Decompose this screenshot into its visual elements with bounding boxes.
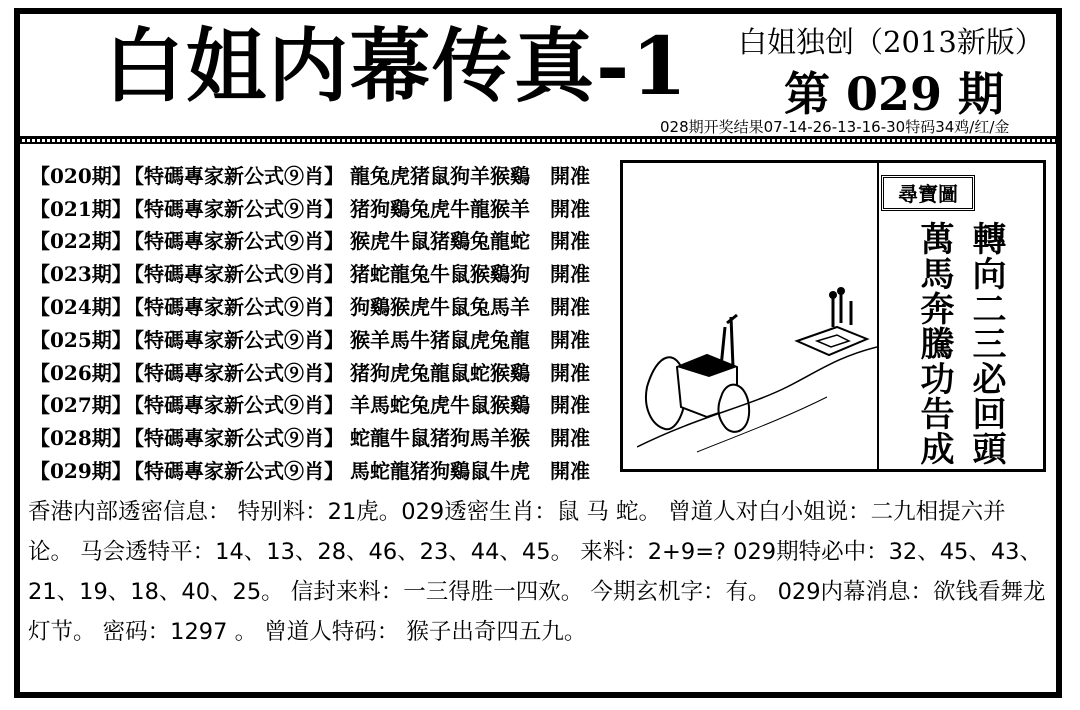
treasure-map-panel xyxy=(620,160,1046,472)
row-formula: 【特碼專家新公式⑨肖】 xyxy=(124,459,344,484)
prediction-row xyxy=(30,158,610,191)
prediction-row xyxy=(30,256,610,289)
row-period: 【023期】 xyxy=(30,262,132,287)
row-zodiac-list: 猪蛇龍兔牛鼠猴鷄狗 xyxy=(350,262,530,287)
row-period: 【022期】 xyxy=(30,229,132,254)
row-formula: 【特碼專家新公式⑨肖】 xyxy=(124,426,344,451)
row-status: 開准 xyxy=(550,262,590,287)
row-zodiac-list: 猴虎牛鼠猪鷄兔龍蛇 xyxy=(350,229,530,254)
row-zodiac-list: 馬蛇龍猪狗鷄鼠牛虎 xyxy=(350,459,530,484)
row-formula: 【特碼專家新公式⑨肖】 xyxy=(124,393,344,418)
row-formula: 【特碼專家新公式⑨肖】 xyxy=(124,360,344,385)
riddle-line-1: 轉向二三必回頭 xyxy=(966,221,1006,466)
prediction-row xyxy=(30,355,610,388)
row-status: 開准 xyxy=(550,327,590,352)
row-zodiac-list: 羊馬蛇兔虎牛鼠猴鷄 xyxy=(350,393,530,418)
row-status: 開准 xyxy=(550,196,590,221)
row-formula: 【特碼專家新公式⑨肖】 xyxy=(124,327,344,352)
row-formula: 【特碼專家新公式⑨肖】 xyxy=(124,229,344,254)
row-status: 開准 xyxy=(550,393,590,418)
prediction-row xyxy=(30,420,610,453)
prediction-table xyxy=(30,158,610,486)
row-status: 開准 xyxy=(550,163,590,188)
prediction-row xyxy=(30,289,610,322)
page-title: 白姐内幕传真-1 xyxy=(104,19,689,113)
row-period: 【024期】 xyxy=(30,295,132,320)
edition-label: 白姐独创（2013新版） xyxy=(738,25,1044,59)
row-formula: 【特碼專家新公式⑨肖】 xyxy=(124,295,344,320)
row-period: 【025期】 xyxy=(30,327,132,352)
row-period: 【028期】 xyxy=(30,426,132,451)
row-status: 開准 xyxy=(550,360,590,385)
row-status: 開准 xyxy=(550,459,590,484)
treasure-map-badge: 尋寶圖 xyxy=(881,175,975,211)
prediction-row xyxy=(30,224,610,257)
row-period: 【027期】 xyxy=(30,393,132,418)
row-period: 【026期】 xyxy=(30,360,132,385)
prediction-row xyxy=(30,322,610,355)
row-zodiac-list: 龍兔虎猪鼠狗羊猴鷄 xyxy=(350,163,530,188)
row-zodiac-list: 猪狗鷄兔虎牛龍猴羊 xyxy=(350,196,530,221)
decorative-divider xyxy=(20,136,1056,144)
previous-result: 028期开奖结果07-14-26-13-16-30特码34鸡/红/金 xyxy=(660,118,1010,136)
row-status: 開准 xyxy=(550,426,590,451)
row-zodiac-list: 狗鷄猴虎牛鼠兔馬羊 xyxy=(350,295,530,320)
row-zodiac-list: 蛇龍牛鼠猪狗馬羊猴 xyxy=(350,426,530,451)
row-formula: 【特碼專家新公式⑨肖】 xyxy=(124,196,344,221)
row-zodiac-list: 猪狗虎兔龍鼠蛇猴鷄 xyxy=(350,360,530,385)
prediction-row xyxy=(30,388,610,421)
row-status: 開准 xyxy=(550,229,590,254)
riddle-line-2: 萬馬奔騰功告成 xyxy=(914,221,954,466)
row-period: 【020期】 xyxy=(30,163,132,188)
landscape-illustration xyxy=(637,257,877,457)
row-status: 開准 xyxy=(550,295,590,320)
row-period: 【029期】 xyxy=(30,459,132,484)
row-formula: 【特碼專家新公式⑨肖】 xyxy=(124,163,344,188)
inside-information-paragraph: 香港内部透密信息： 特别料：21虎。029透密生肖：鼠 马 蛇。 曾道人对白小姐说：二九相提六并论。 马会透特平：14、13、28、46、23、44、45。 来料：2+9=? 029期特必中：32、45、43、21、19、18、40、25。 信封来料：一三得胜一四欢。 今期玄机字：有。 029内幕消息：欲钱看舞龙灯节。 密码：1297 。 曾道人特码： 猴子出奇四五九。 xyxy=(28,499,1046,645)
row-zodiac-list: 猴羊馬牛猪鼠虎兔龍 xyxy=(350,327,530,352)
prediction-row xyxy=(30,191,610,224)
issue-number: 第 029 期 xyxy=(784,67,1005,121)
prediction-row xyxy=(30,453,610,486)
row-formula: 【特碼專家新公式⑨肖】 xyxy=(124,262,344,287)
row-period: 【021期】 xyxy=(30,196,132,221)
panel-divider xyxy=(877,163,879,469)
